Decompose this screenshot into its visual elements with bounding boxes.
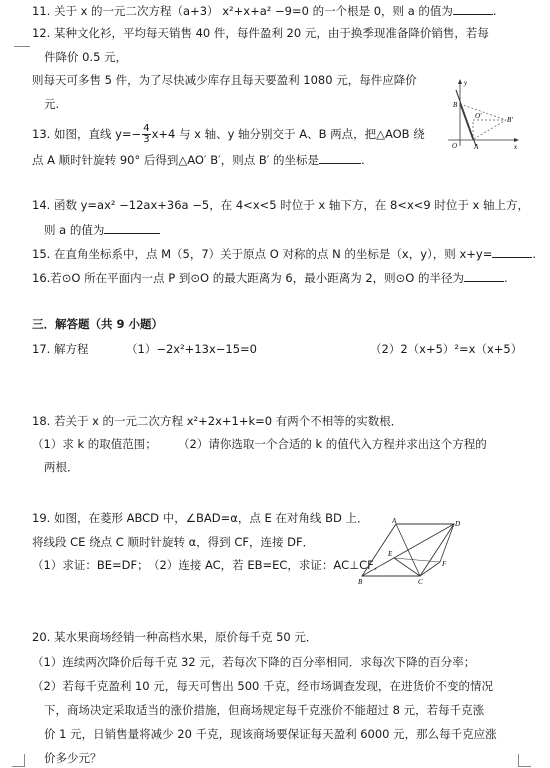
question-19-line-2: 将线段 CE 绕点 C 顺时针旋转 α，得到 CF，连接 DF． (32, 535, 315, 549)
point-f-label: F (442, 560, 447, 568)
question-12-line-4: 元. (44, 97, 60, 111)
question-12-line-2: 件降价 0.5 元， (44, 50, 128, 64)
question-19-line-3b: （2）连接 AC，若 EB=EC，求证：AC⊥CF． (148, 558, 386, 572)
question-20-line-1: 20. 某水果商场经销一种高档水果，原价每千克 50 元． (32, 630, 318, 644)
question-16 (32, 269, 508, 286)
fraction-numerator: 4 (143, 123, 150, 134)
x-label: x (514, 143, 518, 151)
vertex-b-label: B (358, 578, 363, 584)
question-13-suffix: x+4 与 x 轴、y 轴分别交于 A、B 两点，把△AOB 绕 (151, 127, 425, 141)
segment-ef (394, 558, 440, 562)
q19-rhombus-figure (358, 518, 464, 584)
answer-blank-14 (104, 221, 160, 234)
question-11-text: 11. 关于 x 的一元二次方程（a+3） x²+x+a² −9=0 的一个根是 0，则 a 的值为 (32, 4, 453, 18)
b-prime-label: B′ (507, 116, 513, 124)
y-label: y (464, 79, 468, 87)
fraction-4-3 (142, 124, 150, 145)
line-ab (456, 90, 476, 146)
question-13-line-2-text: 点 A 顺时针旋转 90° 后得到△AO′ B′，则点 B′ 的坐标是 (32, 153, 320, 167)
question-18-line-3: 两根． (44, 460, 79, 474)
question-17-part-2: （2）2（x+5）²=x（x+5） (370, 342, 523, 356)
segment-ab (460, 104, 473, 140)
question-13-line-1 (32, 124, 425, 145)
answer-blank-11 (453, 2, 493, 15)
question-19-line-3a: （1）求证：BE=DF； (32, 558, 149, 572)
question-17-part-1: （1）−2x²+13x−15=0 (126, 342, 257, 356)
vertex-a-label: A (392, 518, 397, 525)
question-11: 11. 关于 x 的一元二次方程（a+3） x²+x+a² −9=0 的一个根是 0，则 a 的值为 . (32, 4, 497, 18)
answer-blank-13 (319, 151, 361, 164)
x-axis (448, 138, 519, 142)
question-12-line-3 (32, 72, 417, 88)
rotated-triangle-legs (473, 120, 506, 140)
point-e-label: E (388, 550, 393, 558)
question-13-prefix: 13. 如图，直线 y=− (32, 127, 142, 141)
question-15 (32, 245, 536, 262)
question-14-line-1: 14. 函数 y=ax² −12ax+36a −5，在 4<x<5 时位于 x 轴下方，在 8<x<9 时位于 x 轴上方， (32, 198, 529, 212)
a-label: A (474, 143, 479, 151)
y-axis (458, 79, 462, 146)
question-18-line-2b: （2）请你选取一个合适的 k 的值代入方程并求出这个方程的 (178, 437, 487, 451)
margin-mark-top-left (14, 46, 30, 48)
vertex-c-label: C (418, 578, 423, 584)
section-3-heading: 三．解答题（共 9 小题） (32, 317, 164, 331)
question-12-line-3-text: 则每天可多售 5 件，为了尽快减少库存且每天要盈利 1080 元，每件应降价 (32, 73, 417, 87)
question-14-line-2 (44, 221, 160, 238)
question-13-line-2 (32, 151, 365, 168)
question-15-text: 15. 在直角坐标系中，点 M（5，7）关于原点 O 对称的点 N 的坐标是（x，y），则 x+y= (32, 247, 493, 261)
answer-blank-15 (492, 245, 532, 258)
question-16-text: 16.若⊙O 所在平面内一点 P 到⊙O 的最大距离为 6，最小距离为 2，则⊙O 的半径为 (32, 271, 465, 285)
question-12-line-1: 12. 某种文化衫，平均每天销售 40 件，每件盈利 20 元，由于换季现准备降价销售，若每 (32, 26, 489, 40)
question-20-line-2: （1）连续两次降价后每千克 32 元，若每次下降的百分率相同．求每次下降的百分率； (32, 655, 476, 669)
fraction-denominator: 3 (143, 134, 150, 145)
question-18-line-1: 18. 若关于 x 的一元二次方程 x²+2x+1+k=0 有两个不相等的实数根． (32, 414, 403, 428)
diagonal-ac (396, 524, 420, 576)
o-prime-label: O′ (475, 112, 482, 120)
o-label: O (452, 142, 458, 150)
question-20-line-4: 下，商场决定采取适当的涨价措施，但商场规定每千克涨价不能超过 8 元，若每千克涨 (44, 703, 485, 717)
question-18-line-2a: （1）求 k 的取值范围； (32, 437, 157, 451)
question-20-line-6: 价多少元？ (44, 751, 102, 765)
margin-mark-bottom-right (518, 754, 531, 767)
q13-coordinate-figure (444, 76, 520, 152)
question-14-line-2-text: 则 a 的值为 (44, 223, 105, 237)
segment-cf (420, 562, 440, 576)
question-16-end: . (504, 271, 508, 285)
margin-mark-bottom-left (12, 754, 25, 767)
answer-blank-16 (464, 269, 504, 282)
question-20-line-5: 价 1 元，日销售量将减少 20 千克，现该商场要保证每天盈利 6000 元，那么每千克应涨 (44, 727, 497, 741)
question-19-line-1: 19. 如图，在菱形 ABCD 中，∠BAD=α，点 E 在对角线 BD 上． (32, 511, 369, 525)
question-13-end: . (361, 153, 365, 167)
question-20-line-3: （2）若每千克盈利 10 元，每天可售出 500 千克，经市场调查发现，在进货价不变的情况 (32, 679, 494, 693)
b-label: B (453, 101, 458, 109)
question-15-end: . (532, 247, 536, 261)
question-17-label: 17. 解方程 (32, 342, 89, 356)
vertex-d-label: D (455, 520, 461, 528)
